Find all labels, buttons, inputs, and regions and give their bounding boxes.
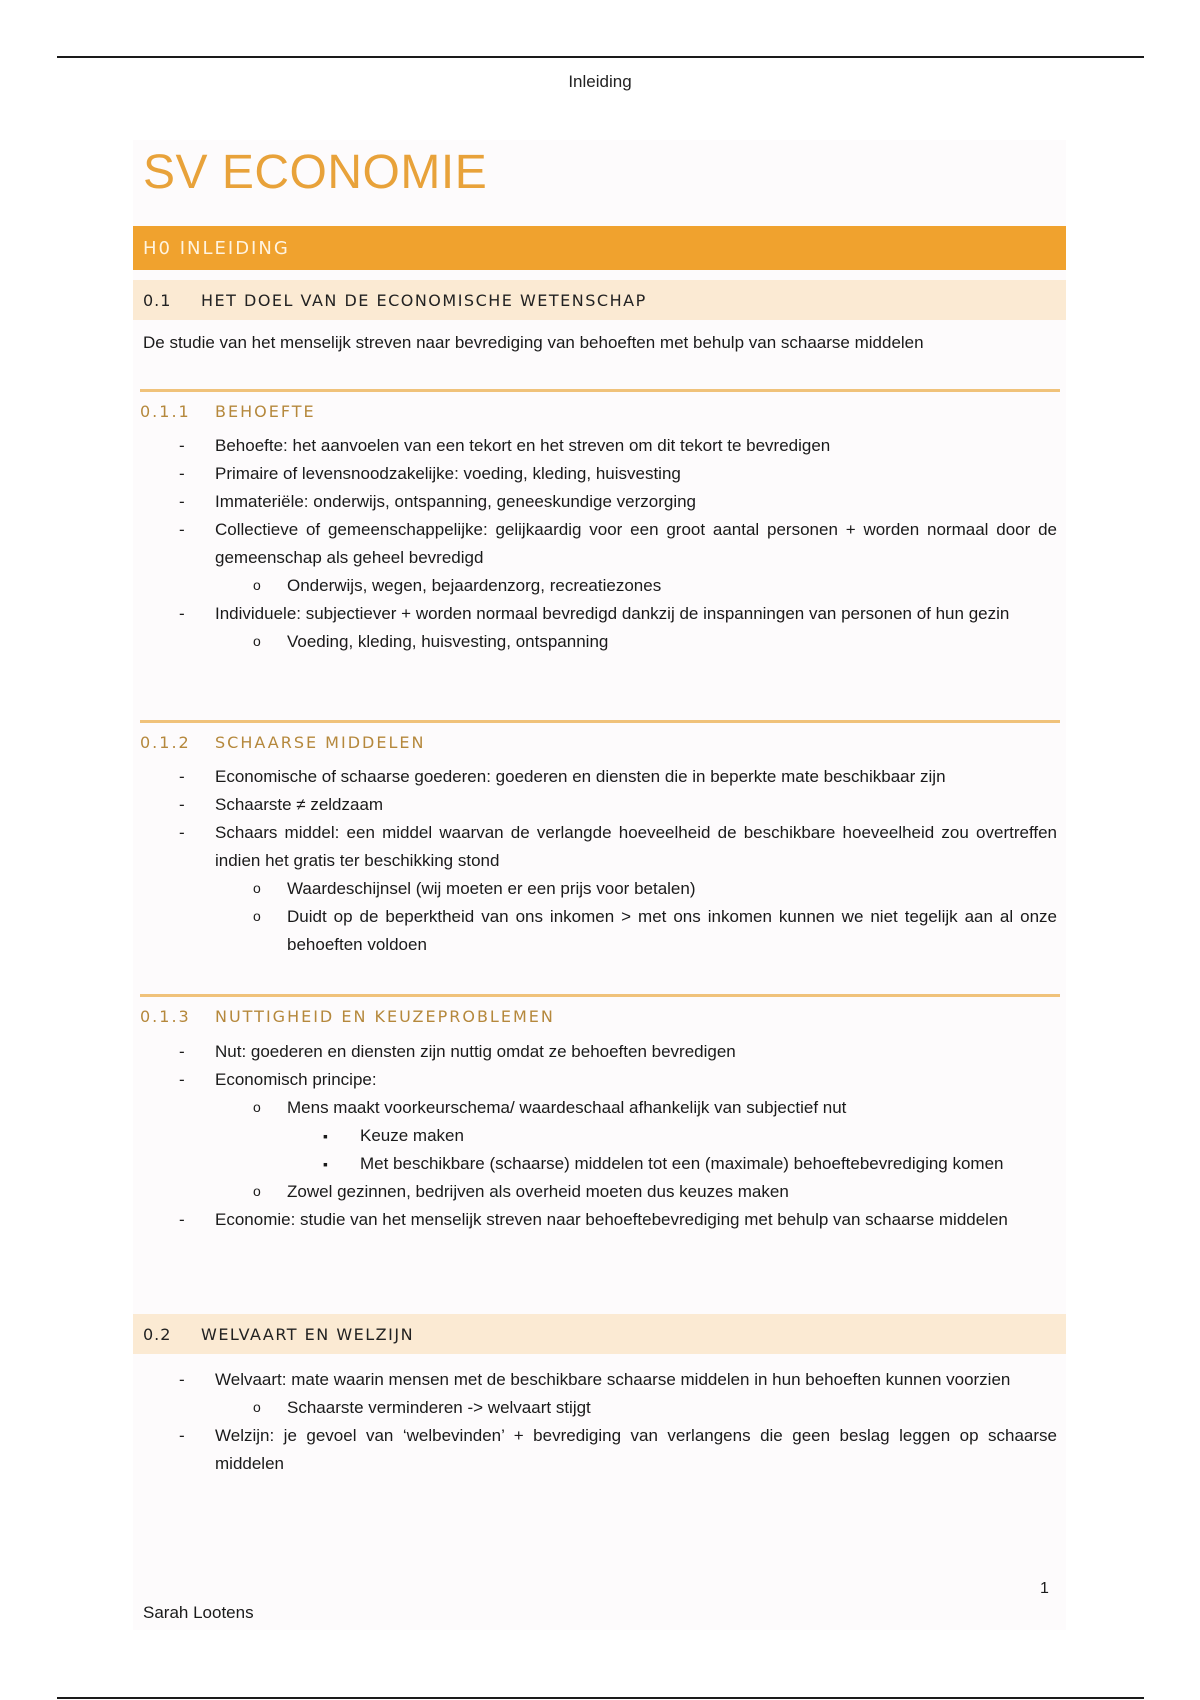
- section-title: HET DOEL VAN DE ECONOMISCHE WETENSCHAP: [201, 290, 647, 310]
- chapter-heading: [133, 226, 1066, 270]
- running-header: Inleiding: [568, 72, 632, 91]
- list-nuttigheid: [143, 1038, 1057, 1234]
- list-welvaart: [143, 1366, 1057, 1478]
- section-heading-0-2: [133, 1314, 1066, 1354]
- list-item: ▪ Keuze maken: [143, 1122, 1057, 1150]
- list-item: - Schaarste ≠ zeldzaam: [143, 791, 1057, 819]
- list-item: - Welzijn: je gevoel van ‘welbevinden’ + bevrediging van verlangens die geen beslag leggen op schaarse middelen: [143, 1422, 1057, 1478]
- subsection-number: 0.1.3: [140, 1007, 191, 1026]
- author-name: Sarah Lootens: [143, 1603, 254, 1622]
- list-item: o Voeding, kleding, huisvesting, ontspanning: [143, 628, 1057, 656]
- subsection-number: 0.1.1: [140, 402, 191, 421]
- section-heading-0-1: [133, 280, 1066, 320]
- subsection-title: BEHOEFTE: [215, 402, 316, 421]
- subsection-heading-0-1-1: [140, 389, 1060, 421]
- list-item: - Primaire of levensnoodzakelijke: voeding, kleding, huisvesting: [143, 460, 1057, 488]
- list-item: - Schaars middel: een middel waarvan de verlangde hoeveelheid de beschikbare hoeveelheid zou overtreffen indien het gratis ter beschikking stond: [143, 819, 1057, 875]
- list-item: o Mens maakt voorkeurschema/ waardeschaal afhankelijk van subjectief nut: [143, 1094, 1057, 1122]
- list-item: - Economische of schaarse goederen: goederen en diensten die in beperkte mate beschikbaar zijn: [143, 763, 1057, 791]
- list-item: - Individuele: subjectiever + worden normaal bevredigd dankzij de inspanningen van personen of hun gezin: [143, 600, 1057, 628]
- list-item: ▪ Met beschikbare (schaarse) middelen tot een (maximale) behoeftebevrediging komen: [143, 1150, 1057, 1178]
- section-title: WELVAART EN WELZIJN: [201, 1324, 415, 1344]
- subsection-title: NUTTIGHEID EN KEUZEPROBLEMEN: [215, 1007, 555, 1026]
- subsection-heading-0-1-3: [140, 994, 1060, 1026]
- list-item: o Waardeschijnsel (wij moeten er een prijs voor betalen): [143, 875, 1057, 903]
- list-item: - Collectieve of gemeenschappelijke: gelijkaardig voor een groot aantal personen + worden normaal door de gemeenschap als geheel bevredigd: [143, 516, 1057, 572]
- section-number: 0.1: [143, 290, 172, 310]
- subsection-number: 0.1.2: [140, 733, 191, 752]
- subsection-heading-0-1-2: [140, 720, 1060, 752]
- list-item: - Immateriële: onderwijs, ontspanning, geneeskundige verzorging: [143, 488, 1057, 516]
- list-item: o Onderwijs, wegen, bejaardenzorg, recreatiezones: [143, 572, 1057, 600]
- chapter-title: H0 INLEIDING: [143, 237, 290, 259]
- list-item: - Economisch principe:: [143, 1066, 1057, 1094]
- list-behoefte: [143, 432, 1057, 656]
- list-item: - Economie: studie van het menselijk streven naar behoeftebevrediging met behulp van schaarse middelen: [143, 1206, 1057, 1234]
- list-item: - Nut: goederen en diensten zijn nuttig omdat ze behoeften bevredigen: [143, 1038, 1057, 1066]
- list-item: - Welvaart: mate waarin mensen met de beschikbare schaarse middelen in hun behoeften kunnen voorzien: [143, 1366, 1057, 1394]
- document-title: SV ECONOMIE: [143, 146, 488, 199]
- section-number: 0.2: [143, 1324, 172, 1344]
- list-item: o Duidt op de beperktheid van ons inkomen > met ons inkomen kunnen we niet tegelijk aan al onze behoeften voldoen: [143, 903, 1057, 959]
- section-definition: De studie van het menselijk streven naar bevrediging van behoeften met behulp van schaarse middelen: [143, 333, 924, 352]
- page-number: 1: [1040, 1580, 1049, 1597]
- list-item: o Schaarste verminderen -> welvaart stijgt: [143, 1394, 1057, 1422]
- bottom-rule: [57, 1697, 1144, 1699]
- top-rule: [57, 56, 1144, 58]
- list-schaarse-middelen: [143, 763, 1057, 959]
- list-item: - Behoefte: het aanvoelen van een tekort en het streven om dit tekort te bevredigen: [143, 432, 1057, 460]
- subsection-title: SCHAARSE MIDDELEN: [215, 733, 426, 752]
- list-item: o Zowel gezinnen, bedrijven als overheid moeten dus keuzes maken: [143, 1178, 1057, 1206]
